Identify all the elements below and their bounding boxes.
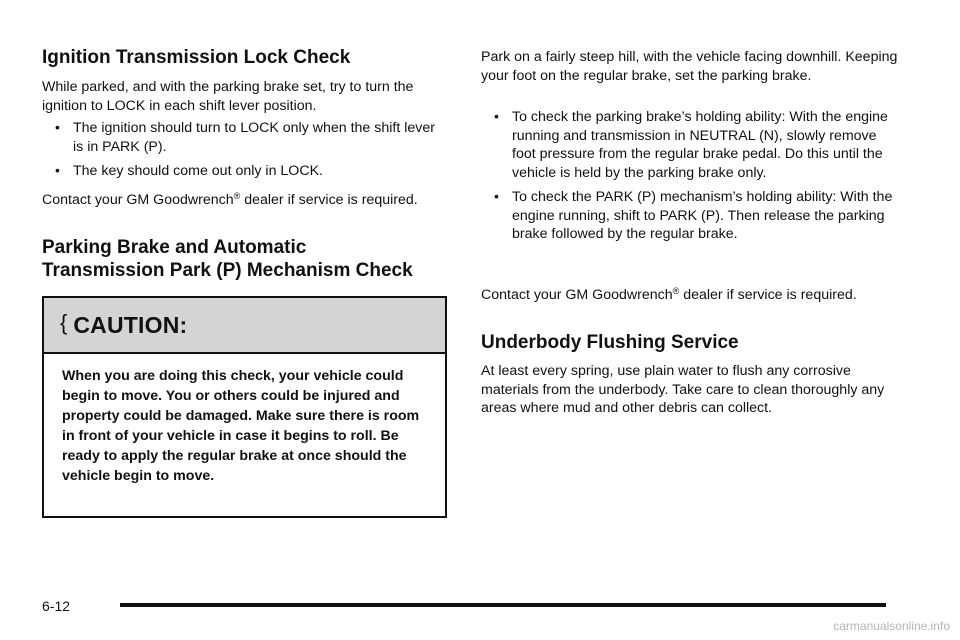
- contact-prefix: Contact your GM Goodwrench: [42, 192, 234, 208]
- contact-suffix: dealer if service is required.: [244, 192, 418, 208]
- park-check-bullet-list: [481, 108, 901, 250]
- list-item-text: To check the PARK (P) mechanism’s holding ability: With the engine running, shift to PARK (P). Then release the parking brake followed by the regular brake.: [512, 189, 893, 242]
- bullet-icon: •: [494, 108, 499, 124]
- bullet-icon: •: [494, 188, 499, 204]
- list-item: [481, 188, 901, 244]
- contact-dealer-text: [42, 191, 418, 210]
- caution-body-text: When you are doing this check, your vehicle could begin to move. You or others could be injured and property could be damaged. Make sure there is room in front of your vehicle in case it begins to roll. Be ready to apply the regular brake at once should the vehicle begin to move.: [62, 368, 420, 484]
- watermark-text: carmanualsonline.info: [833, 619, 950, 633]
- bullet-icon: •: [55, 162, 60, 178]
- caution-header: [44, 298, 445, 354]
- parking-heading-line1: Parking Brake and Automatic: [42, 237, 307, 258]
- ignition-bullet-list: [42, 119, 447, 187]
- underbody-flushing-text: At least every spring, use plain water to flush any corrosive materials from the underbody. Take care to clean thoroughly any areas where mud and other debris can collect.: [481, 363, 885, 416]
- parking-heading-line2: Transmission Park (P) Mechanism Check: [42, 260, 413, 281]
- list-item-text: The ignition should turn to LOCK only when the shift lever is in PARK (P).: [73, 120, 435, 155]
- caution-title: CAUTION:: [73, 312, 188, 338]
- list-item: [481, 108, 901, 182]
- registered-mark: ®: [672, 286, 680, 296]
- list-item-text: To check the parking brake’s holding ability: With the engine running and transmission in NEUTRAL (N), slowly remove foot pressure from the regular brake pedal. Do this until the vehicle is held by the parking brake only.: [512, 109, 888, 181]
- footer-divider: [120, 603, 886, 607]
- registered-mark: ®: [233, 191, 241, 201]
- caution-box: [42, 296, 447, 518]
- caution-icon: {: [60, 310, 68, 335]
- page-number: 6-12: [42, 598, 71, 614]
- list-item: [42, 119, 447, 156]
- contact-prefix: Contact your GM Goodwrench: [481, 287, 673, 303]
- parking-brake-heading: [42, 236, 462, 282]
- ignition-intro-text: While parked, and with the parking brake set, try to turn the ignition to LOCK in each shift lever position.: [42, 79, 414, 114]
- contact-suffix: dealer if service is required.: [683, 287, 857, 303]
- contact-dealer-text: [481, 286, 857, 305]
- park-hill-intro-text: Park on a fairly steep hill, with the vehicle facing downhill. Keeping your foot on the regular brake, set the parking brake.: [481, 49, 898, 84]
- ignition-lock-heading: Ignition Transmission Lock Check: [42, 47, 351, 68]
- underbody-flushing-heading: Underbody Flushing Service: [481, 332, 739, 353]
- bullet-icon: •: [55, 119, 60, 135]
- list-item: [42, 162, 447, 181]
- list-item-text: The key should come out only in LOCK.: [73, 163, 323, 179]
